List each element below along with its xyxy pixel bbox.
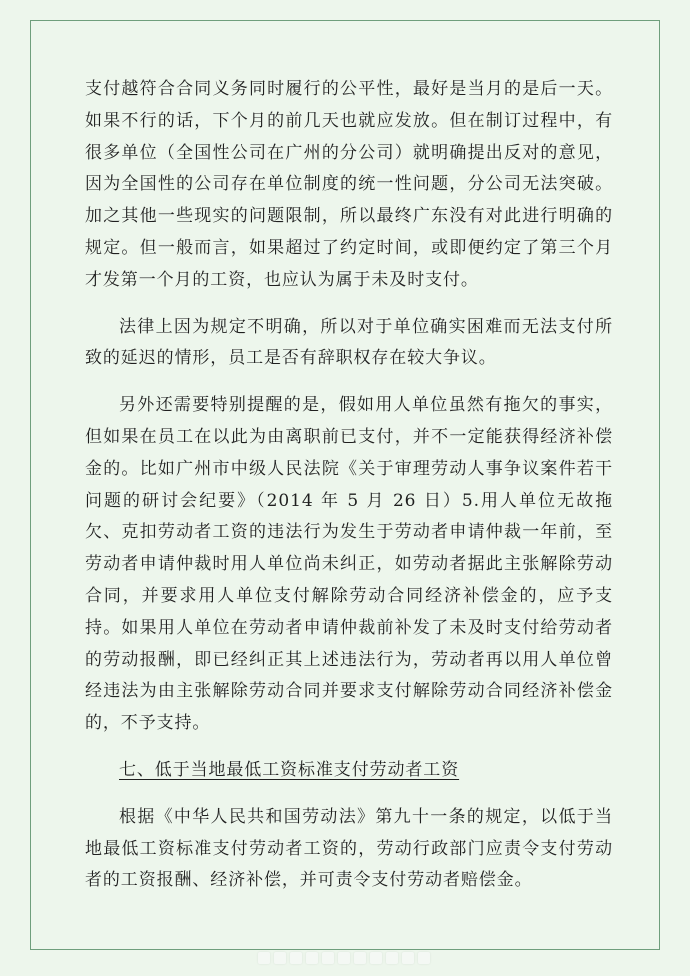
section-heading: [85, 755, 613, 787]
paragraph-reminder: 另外还需要特别提醒的是，假如用人单位虽然有拖欠的事实，但如果在员工在以此为由离职前已支付，并不一定能获得经济补偿金的。比如广州市中级人民法院《关于审理劳动人事争议案件若干问题的研讨会纪要》（2014 年 5 月 26 日）5.用人单位无故拖欠、克扣劳动者工资的违法行为发生于劳动者申请仲裁一年前，至劳动者申请仲裁时用人单位尚未纠正，如劳动者据此主张解除劳动合同，并要求用人单位支付解除劳动合同经济补偿金的，应予支持。如果用人单位在劳动者申请仲裁前补发了未及时支付给劳动者的劳动报酬，即已经纠正其上述违法行为，劳动者再以用人单位曾经违法为由主张解除劳动合同并要求支付解除劳动合同经济补偿金的，不予支持。: [85, 395, 613, 734]
paragraph-dispute: 法律上因为规定不明确，所以对于单位确实困难而无法支付所致的延迟的情形，员工是否有辞职权存在较大争议。: [85, 316, 613, 369]
watermark-mosaic: [258, 948, 432, 968]
paragraph-labor-law: 根据《中华人民共和国劳动法》第九十一条的规定，以低于当地最低工资标准支付劳动者工资的，劳动行政部门应责令支付劳动者的工资报酬、经济补偿，并可责令支付劳动者赔偿金。: [85, 806, 613, 891]
paragraph-continuation: 支付越符合合同义务同时履行的公平性，最好是当月的是后一天。如果不行的话，下个月的前几天也就应发放。但在制订过程中，有很多单位（全国性公司在广州的分公司）就明确提出反对的意见，因为全国性的公司存在单位制度的统一性问题，分公司无法突破。加之其他一些现实的问题限制，所以最终广东没有对此进行明确的规定。但一般而言，如果超过了约定时间，或即便约定了第三个月才发第一个月的工资，也应认为属于未及时支付。: [85, 79, 613, 290]
document-body: [85, 74, 613, 912]
section-heading-text: 七、低于当地最低工资标准支付劳动者工资: [119, 759, 460, 780]
